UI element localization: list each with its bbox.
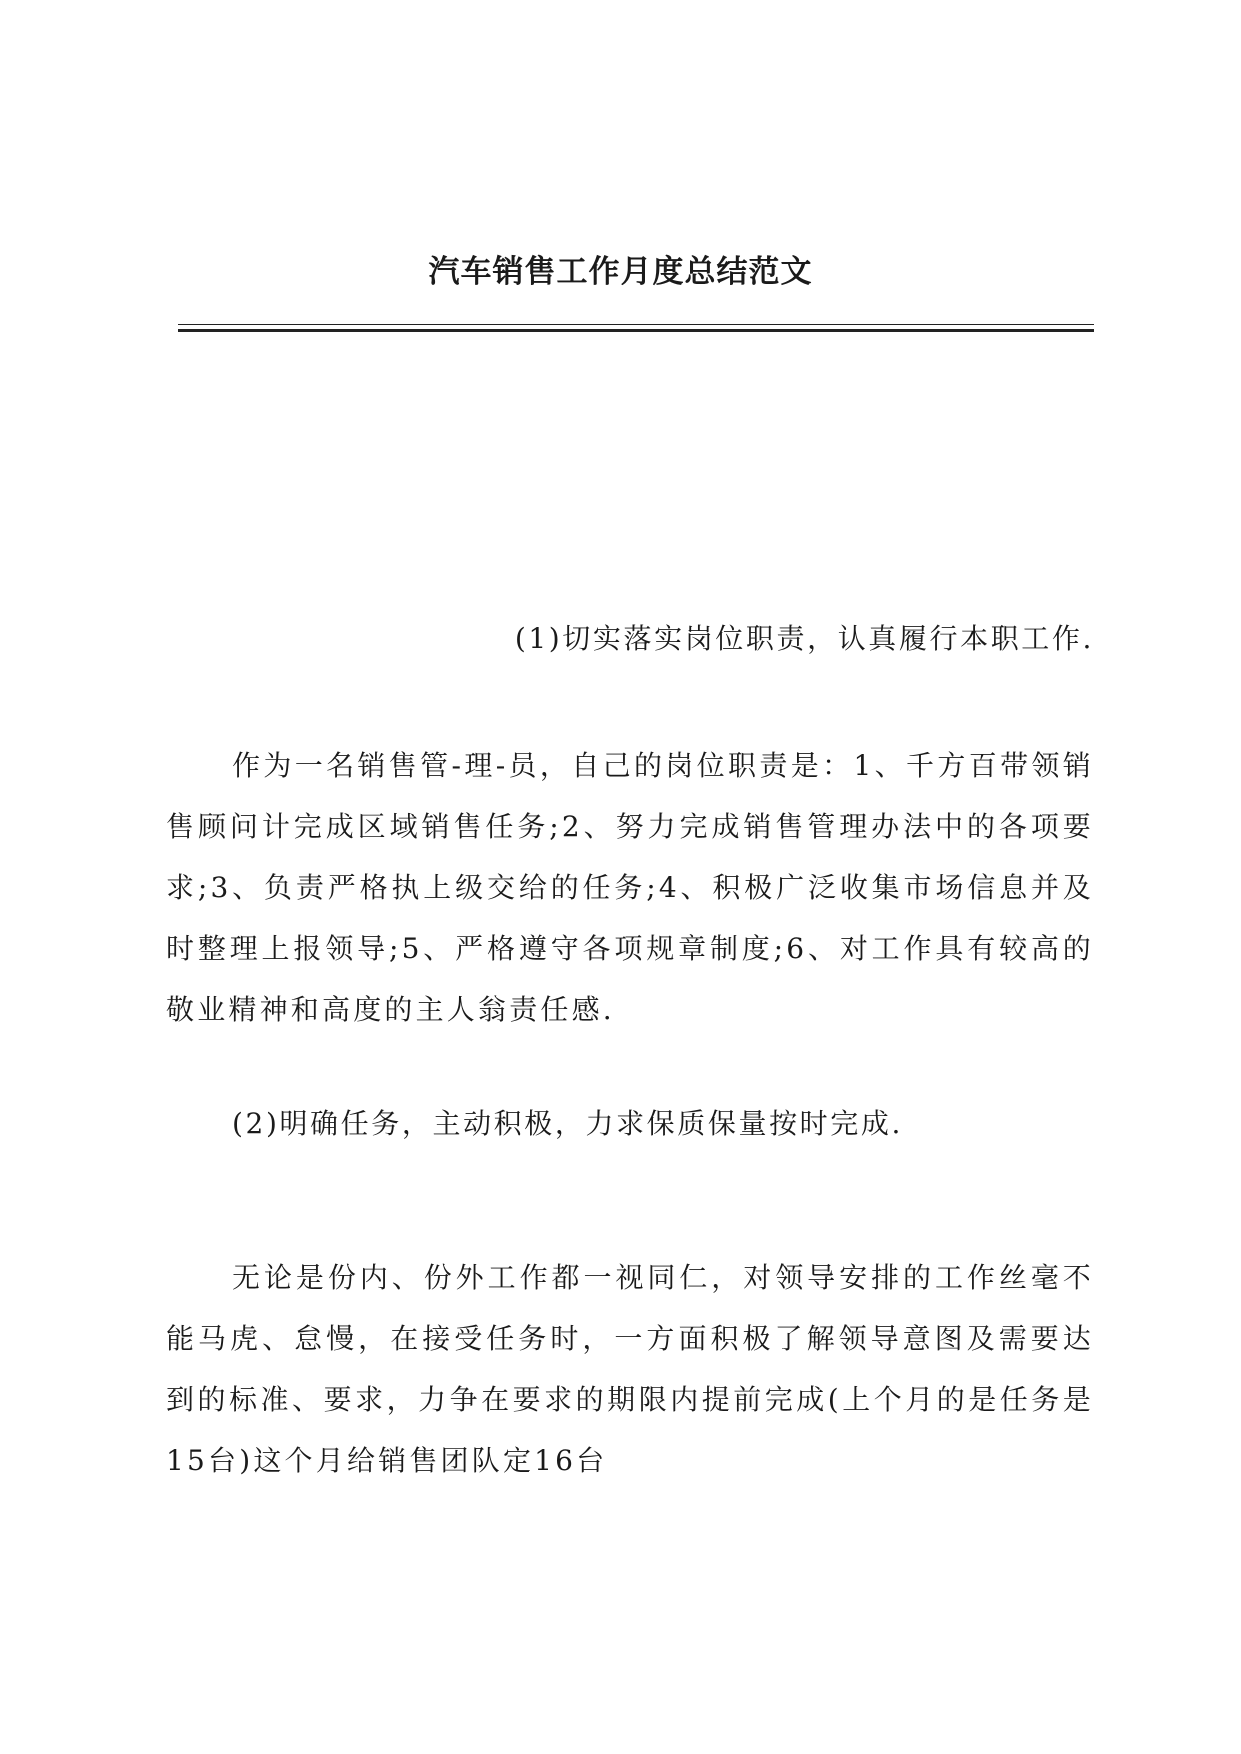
document-title: 汽车销售工作月度总结范文 — [428, 254, 813, 290]
paragraph-job-duties: 作为一名销售管-理-员，自己的岗位职责是：1、千方百带领销售顾问计完成区域销售任务;2、努力完成销售管理办法中的各项要求;3、负责严格执上级交给的任务;4、积极广泛收集市场信息并及时整理上报领导;5、严格遵守各项规章制度;6、对工作具有较高的敬业精神和高度的主人翁责任感. — [166, 749, 1094, 1026]
title-divider-thin — [178, 324, 1094, 325]
paragraph-section-2-heading: (2)明确任务，主动积极，力求保质保量按时完成. — [232, 1107, 903, 1140]
paragraph-task-attitude: 无论是份内、份外工作都一视同仁，对领导安排的工作丝毫不能马虎、怠慢，在接受任务时，一方面积极了解领导意图及需要达到的标准、要求，力争在要求的期限内提前完成(上个月的是任务是15台)这个月给销售团队定16台 — [166, 1261, 1094, 1477]
title-divider-thick — [178, 329, 1094, 332]
paragraph-section-1-heading: (1)切实落实岗位职责，认真履行本职工作. — [514, 622, 1094, 655]
